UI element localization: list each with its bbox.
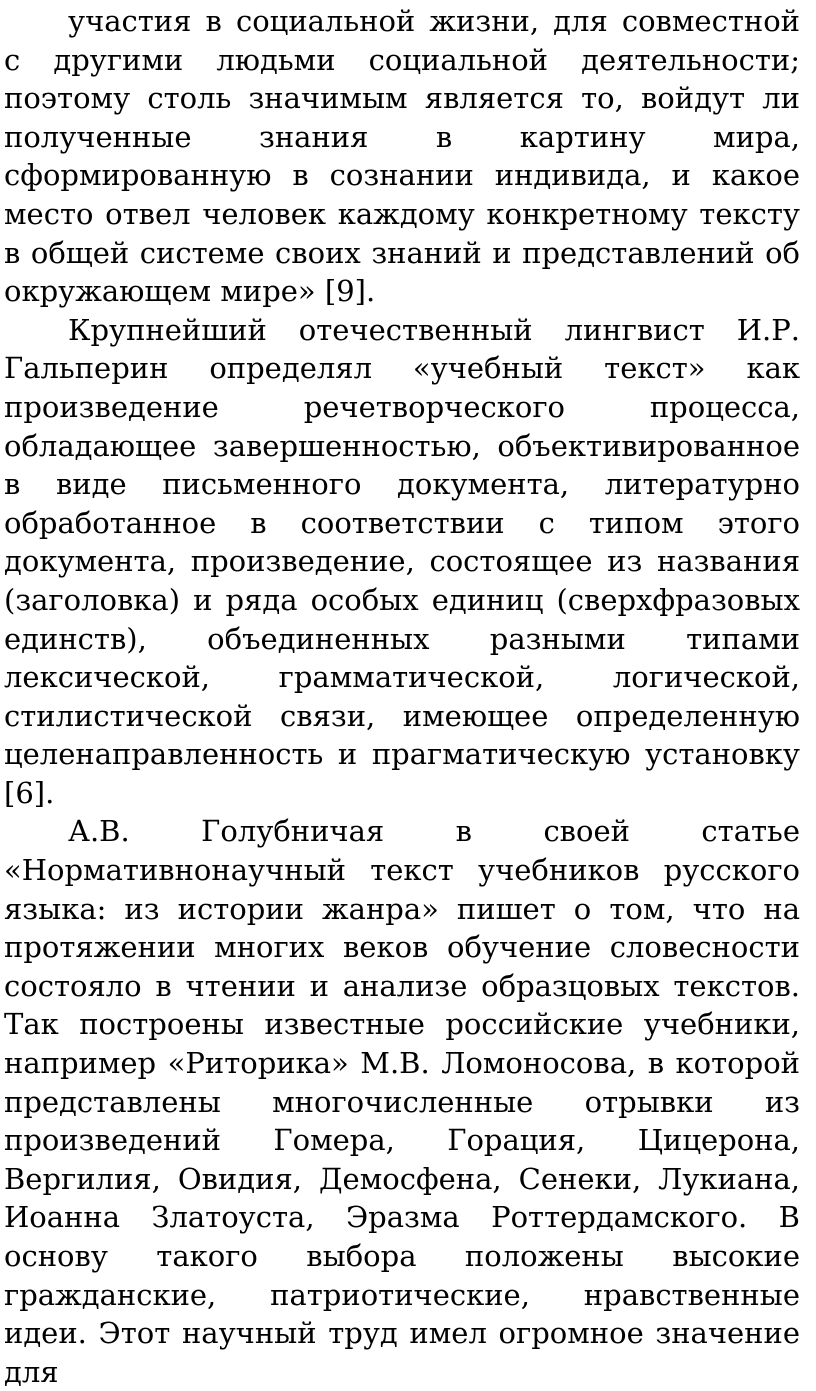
paragraph-galperin: Крупнейший отечественный лингвист И.Р. Гальперин определял «учебный текст» как произведение речетворческого процесса, обладающее завершенностью, объективированное в виде письменного документа, литературно обработанное в соответствии с типом этого документа, произведение, состоящее из названия (заголовка) и ряда особых единиц (сверхфразовых единств), объединенных разными типами лексической, грамматической, логической, стилистической связи, имеющее определенную целенаправленность и прагматическую установку [6]. <box>4 312 800 810</box>
paragraph-golubnichaya: А.В. Голубничая в своей статье «Нормативнонаучный текст учебников русского языка: из истории жанра» пишет о том, что на протяжении многих веков обучение словесности состояло в чтении и анализе образцовых текстов. Так построены известные российские учебники, например «Риторика» М.В. Ломоносова, в которой представлены многочисленные отрывки из произведений Гомера, Горация, Цицерона, Вергилия, Овидия, Демосфена, Сенеки, Лукиана, Иоанна Златоуста, Эразма Роттердамского. В основу такого выбора положены высокие гражданские, патриотические, нравственные идеи. Этот научный труд имел огромное значение для <box>4 814 800 1389</box>
document-page <box>4 0 800 1391</box>
paragraph-continuation: участия в социальной жизни, для совместной с другими людьми социальной деятельности; поэтому столь значимым является то, войдут ли полученные знания в картину мира, сформированную в сознании индивида, и какое место отвел человек каждому конкретному тексту в общей системе своих знаний и представлений об окружающем мире» [9]. <box>4 4 800 309</box>
